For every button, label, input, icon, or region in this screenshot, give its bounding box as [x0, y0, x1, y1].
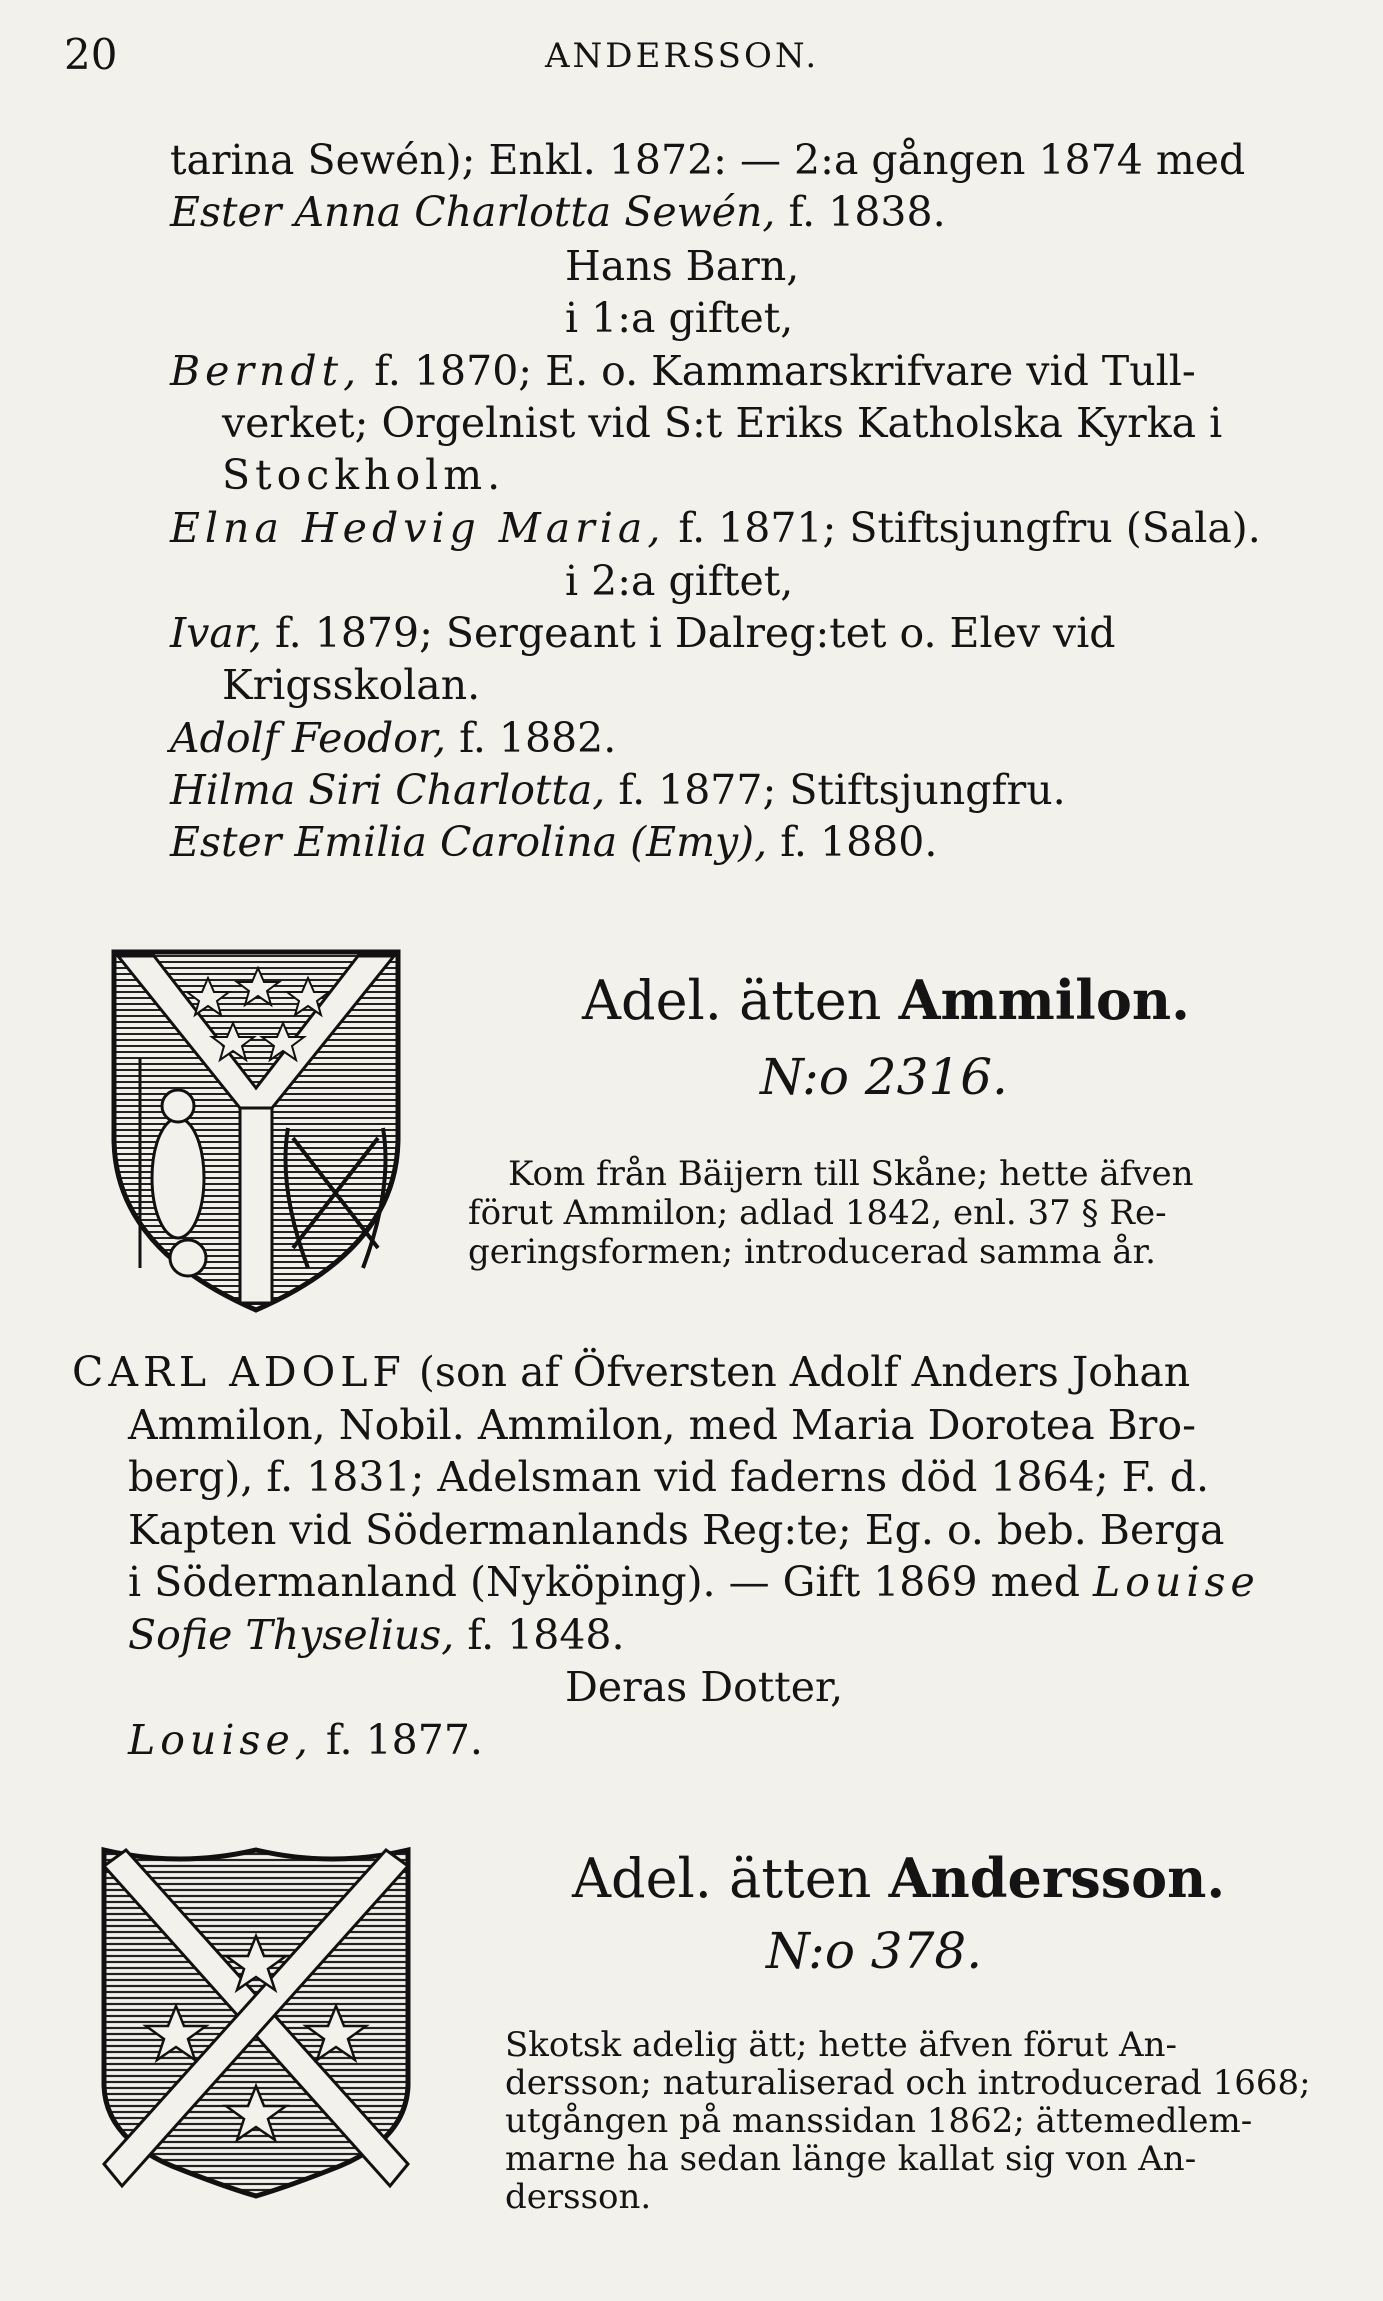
house-description: dersson; naturaliserad och introducerad 1668; — [505, 2063, 1311, 2103]
text-span: i Södermanland (Nyköping). — Gift 1869 med — [128, 1558, 1094, 1606]
text-span: f. 1877. — [312, 1716, 483, 1764]
daughter-heading: Deras Dotter, — [565, 1663, 844, 1711]
text-span: f. 1880. — [767, 818, 938, 866]
text-line: Ammilon, Nobil. Ammilon, med Maria Dorotea Bro- — [128, 1401, 1196, 1449]
text-line: Kapten vid Södermanlands Reg:te; Eg. o. beb. Berga — [128, 1506, 1225, 1554]
text-line: verket; Orgelnist vid S:t Eriks Katholska Kyrka i — [222, 399, 1223, 447]
text-line — [128, 1714, 483, 1766]
text-span: f. 1870; E. o. Kammarskrifvare vid Tull- — [361, 347, 1196, 395]
text-span: (son af Öfversten Adolf Anders Johan — [405, 1348, 1191, 1396]
person-name: Louise — [1093, 1558, 1260, 1606]
house-description: förut Ammilon; adlad 1842, enl. 37 § Re- — [468, 1193, 1167, 1233]
person-name: Ester Emilia Carolina (Emy), — [170, 818, 768, 866]
text-line — [170, 712, 616, 764]
house-title — [572, 1846, 1225, 1910]
text-line — [170, 345, 1196, 397]
person-name: Sofie Thyselius, — [128, 1611, 455, 1659]
text-span: f. 1848. — [454, 1611, 625, 1659]
text-line: Stockholm. — [222, 451, 506, 499]
house-description: Skotsk adelig ätt; hette äfven förut An- — [505, 2025, 1177, 2065]
text-span: f. 1877; Stiftsjungfru. — [605, 766, 1066, 814]
marriage-heading: i 2:a giftet, — [565, 557, 794, 605]
house-description: dersson. — [505, 2177, 652, 2217]
running-title: ANDERSSON. — [545, 36, 820, 76]
person-name: Adolf Feodor, — [170, 714, 447, 762]
text-line — [170, 607, 1116, 659]
person-name: CARL ADOLF — [72, 1348, 406, 1396]
text-line — [170, 186, 946, 238]
text-line: berg), f. 1831; Adelsman vid faderns död 1864; F. d. — [128, 1453, 1209, 1501]
andersson-coat-of-arms-icon — [100, 1846, 412, 2200]
text-span: f. 1838. — [775, 188, 946, 236]
page-number: 20 — [64, 30, 118, 79]
text-span: f. 1882. — [446, 714, 617, 762]
house-number: N:o 2316. — [760, 1048, 1008, 1106]
house-description: geringsformen; introducerad samma år. — [468, 1232, 1156, 1272]
house-description: utgången på manssidan 1862; ättemedlem- — [505, 2101, 1253, 2141]
title-prefix: Adel. ätten — [582, 969, 882, 1032]
person-name: Hilma Siri Charlotta, — [170, 766, 606, 814]
marriage-heading: i 1:a giftet, — [565, 294, 794, 342]
house-title — [582, 968, 1190, 1032]
text-span: f. 1879; Sergeant i Dalreg:tet o. Elev vid — [261, 609, 1116, 657]
text-line — [72, 1346, 1190, 1398]
text-line — [128, 1609, 625, 1661]
house-name: Ammilon. — [898, 968, 1190, 1032]
text-line — [170, 816, 937, 868]
person-name: Elna Hedvig Maria, — [170, 504, 666, 552]
children-heading: Hans Barn, — [565, 242, 800, 290]
person-name: Ivar, — [170, 609, 262, 657]
title-prefix: Adel. ätten — [572, 1847, 872, 1910]
person-name: Louise, — [128, 1716, 313, 1764]
person-name: Ester Anna Charlotta Sewén, — [170, 188, 776, 236]
text-line: tarina Sewén); Enkl. 1872: — 2:a gången 1874 med — [170, 136, 1246, 184]
text-line — [128, 1556, 1260, 1608]
house-description: Kom från Bäijern till Skåne; hette äfven — [508, 1154, 1194, 1194]
text-line — [170, 502, 1261, 554]
house-name: Andersson. — [888, 1846, 1226, 1910]
house-description: marne ha sedan länge kallat sig von An- — [505, 2139, 1197, 2179]
text-line — [170, 764, 1066, 816]
person-name: Berndt, — [170, 347, 362, 395]
text-line: Krigsskolan. — [222, 661, 481, 709]
text-span: f. 1871; Stiftsjungfru (Sala). — [665, 504, 1261, 552]
ammilon-coat-of-arms-icon — [108, 948, 404, 1314]
house-number: N:o 378. — [766, 1922, 983, 1980]
